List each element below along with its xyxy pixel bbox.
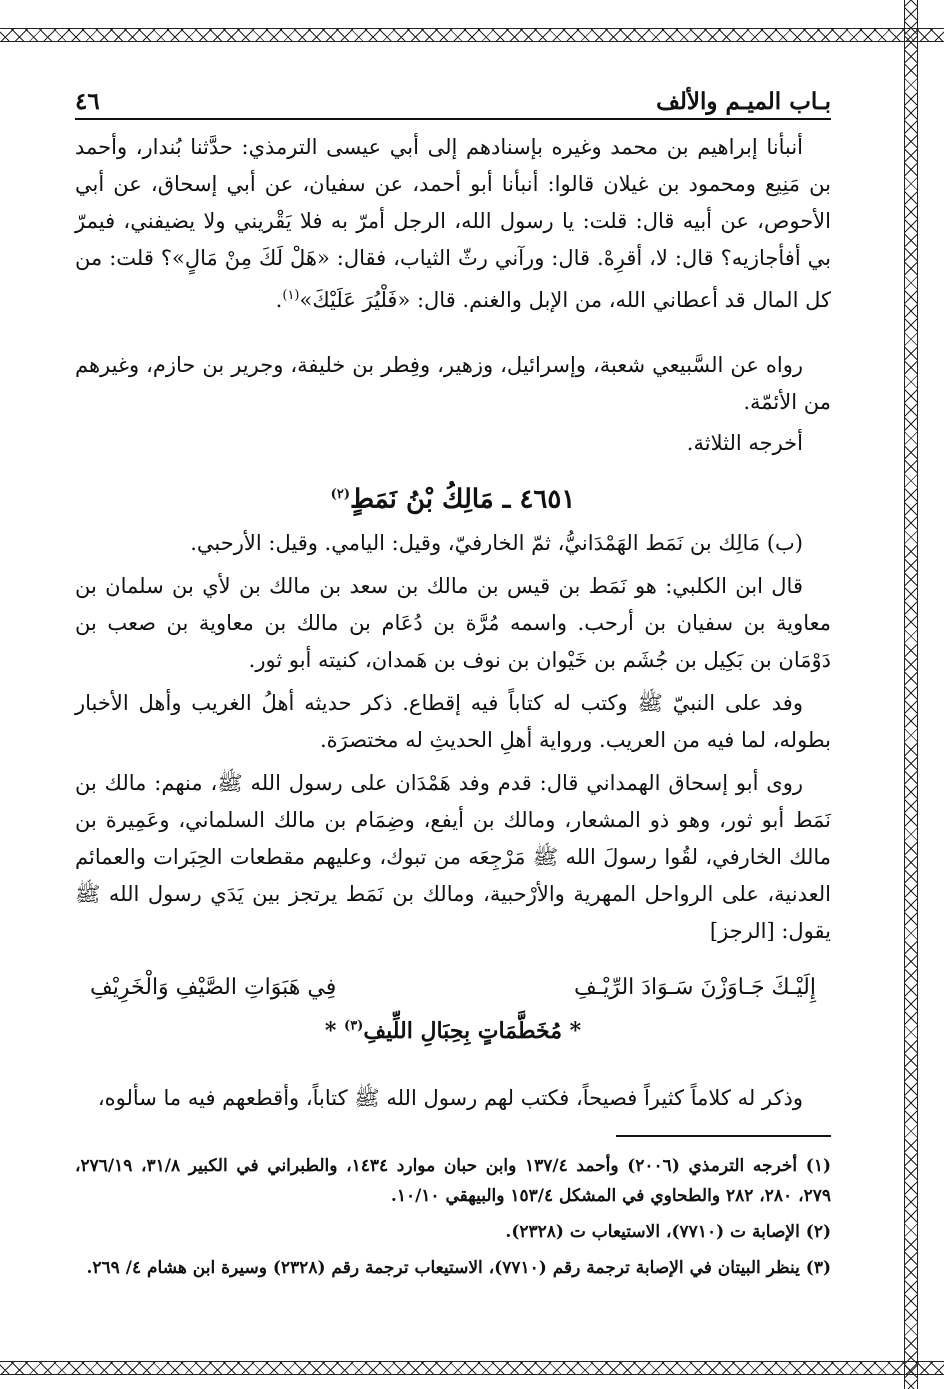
delegation-paragraph: وفد على النبيّ ﷺ وكتب له كتاباً فيه إقطاع. ذكر حديثه أهلُ الغريب وأهل الأخبار بطوله، لما فيه من العريب. ورواية أهلِ الحديثِ له مختصرَة. [75,691,831,752]
entry-heading: ٤٦٥١ ـ مَالِكُ بْنُ نَمَطٍ$^{(٢)}$ [330,484,576,515]
footnotes [75,1151,831,1289]
footnote-ref-2: (٢) [330,487,350,502]
narration-paragraph: روى أبو إسحاق الهمداني قال: قدم وفد هَمْدَان على رسول الله ﷺ، منهم: مالك بن نَمَط أبو ثور، وهو ذو المشعار، ومالك بن أيفع، وضِمَام بن مالك السلماني، وعَمِيرة بن مالك الخارفي، لقُوا رسولَ الله ﷺ مَرْجِعَه من تبوك، وعليهم مقطعات الحِبَرات والعمائم العدنية، على الرواحل المهرية والأرْحبية، ومالك بن نَمَط يرتجز بين يَدَي رسول الله ﷺ يقول: [الرجز] [75,771,831,943]
attribution-block [75,425,831,462]
entry-intro: (ب) مَالِك بن نَمَط الهَمْدَانيُّ، ثمّ الخارفيّ، وقيل: اليامي. وقيل: الأرحبي. [190,531,803,555]
verse-hemistich-right: إِلَيْـكَ جَـاوَزْنَ سَـوَادَ الرِّيْـفِ [573,975,816,1000]
attribution-line: أخرجه الثلاثة. [686,431,803,455]
opening-hadith [75,129,831,319]
chapter-title: بـاب الميـم والألف [656,88,831,115]
verse-line-1 [75,975,831,1000]
verse-hemistich-left: فِي هَبَوَاتِ الصَّيْفِ وَالْخَرِيْفِ [90,975,337,1000]
narrators-paragraph-block [75,347,831,421]
page-header [75,85,831,115]
footnote-separator [616,1135,831,1137]
footnote-ref-1: (١) [282,288,300,303]
decorative-border-top [0,28,944,42]
footnote-ref-3: (٣) [344,1018,364,1034]
closing-paragraph-block [75,1080,831,1117]
footnote-2: (٢) الإصابة ت (٧٧١٠)، الاستيعاب ت (٢٣٢٨). [505,1222,831,1242]
hadith-paragraph: أنبأنا إبراهيم بن محمد وغيره بإسنادهم إلى أبي عيسى الترمذي: حدَّثنا بُندار، وأحمد بن مَنِيع ومحمود بن غيلان قالوا: أنبأنا أبو أحمد، عن سفيان، عن أبي إسحاق، عن أبي الأحوص، عن أبيه قال: قلت: يا رسول الله، الرجل أمرّ به فلا يَقْريني ولا يضيفني، فيمرّ بي أفأجازيه؟ قال: لا، أقرِهْ. قال: ورآني رثّ الثياب، فقال: «هَلْ لَكَ مِنْ مَالٍ»؟ قلت: من كل المال قد أعطاني الله، من الإبل والغنم. قال: «فَلْيُرَ عَلَيْكَ»$^{(١)}$. [75,135,831,312]
narrators-paragraph: رواه عن السَّبيعي شعبة، وإسرائيل، وزهير، وفِطر بن خليفة، وجرير بن حازم، وغيرهم من الأئمّة. [75,353,831,414]
entry-body [75,525,831,950]
lineage-paragraph: قال ابن الكلبي: هو نَمَط بن قيس بن مالك بن سعد بن مالك بن لأي بن سلمان بن معاوية بن سفيان بن أرحب. واسمه مُرَّة بن دُعَام بن مالك بن معاوية بن صعب بن دَوْمَان بن بَكِيل بن جُشَم بن خَيْوان بن نوف بن هَمدان، كنيته أبو ثور. [75,574,831,672]
decorative-border-bottom [0,1361,944,1375]
closing-paragraph: وذكر له كلاماً كثيراً فصيحاً، فكتب لهم رسول الله ﷺ كتاباً، وأقطعهم فيه ما سألوه، [97,1086,803,1110]
page-number: ٤٦ [75,88,100,115]
header-rule [75,118,831,120]
footnote-3: (٣) ينظر البيتان في الإصابة ترجمة رقم (٧٧١٠)، الاستيعاب ترجمة رقم (٢٣٢٨) وسيرة ابن هشام ٤/ ٢٦٩. [86,1258,831,1278]
verse-line-2: * مُخَطَّمَاتٍ بِحِبَالِ اللِّيفِ$^{(٣)}$ * [324,1018,582,1044]
decorative-border-right [904,0,918,1389]
footnote-1: (١) أخرجه الترمذي (٢٠٠٦) وأحمد ١٣٧/٤ وابن حبان موارد ١٤٣٤، والطبراني في الكبير ٣١/٨، ٢٧٦/١٩، ٢٧٩، ٢٨٠، ٢٨٢ والطحاوي في المشكل ١٥٣/٤ والبيهقي ١٠/١٠. [75,1156,831,1206]
book-page [75,85,831,1325]
